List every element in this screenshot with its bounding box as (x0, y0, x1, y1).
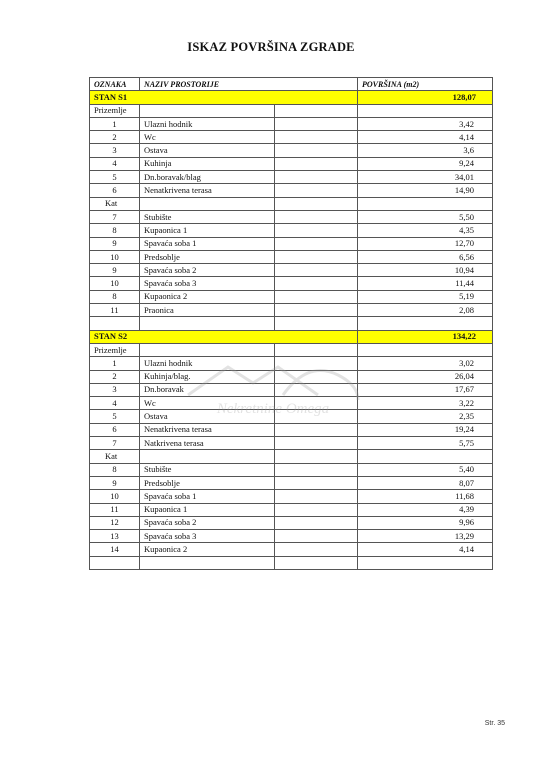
empty-cell (90, 556, 140, 569)
room-name: Praonica (140, 304, 275, 317)
room-number: 1 (90, 117, 140, 130)
room-name: Natkrivena terasa (140, 437, 275, 450)
empty-cell (275, 277, 358, 290)
room-area: 9,24 (358, 157, 493, 170)
room-name: Dn.boravak (140, 383, 275, 396)
room-name: Kuhinja (140, 157, 275, 170)
room-number: 10 (90, 490, 140, 503)
room-number: 14 (90, 543, 140, 556)
area-table-body (90, 78, 493, 570)
room-number: 3 (90, 144, 140, 157)
room-name: Ostava (140, 410, 275, 423)
room-area: 3,42 (358, 117, 493, 130)
room-number: 8 (90, 463, 140, 476)
empty-cell (275, 131, 358, 144)
room-area: 3,22 (358, 397, 493, 410)
table-row (90, 171, 493, 184)
room-area: 4,35 (358, 224, 493, 237)
apartment-row (90, 330, 493, 343)
room-name: Wc (140, 131, 275, 144)
empty-cell (140, 450, 275, 463)
room-name: Spavaća soba 3 (140, 277, 275, 290)
table-row (90, 490, 493, 503)
table-row (90, 131, 493, 144)
empty-cell (275, 197, 358, 210)
apartment-name: STAN S2 (90, 330, 358, 343)
table-row (90, 463, 493, 476)
room-area: 6,56 (358, 250, 493, 263)
room-name: Kupaonica 1 (140, 503, 275, 516)
empty-cell (275, 184, 358, 197)
room-area: 3,6 (358, 144, 493, 157)
empty-cell (275, 104, 358, 117)
room-number: 4 (90, 157, 140, 170)
apartment-total: 134,22 (358, 330, 493, 343)
empty-cell (358, 104, 493, 117)
room-area: 13,29 (358, 530, 493, 543)
room-area: 3,02 (358, 357, 493, 370)
room-number: 11 (90, 304, 140, 317)
empty-cell (140, 556, 275, 569)
floor-row (90, 197, 493, 210)
room-number: 5 (90, 171, 140, 184)
empty-cell (275, 237, 358, 250)
room-number: 5 (90, 410, 140, 423)
table-row (90, 264, 493, 277)
empty-cell (140, 317, 275, 330)
room-number: 4 (90, 397, 140, 410)
room-number: 3 (90, 383, 140, 396)
table-row (90, 437, 493, 450)
room-area: 34,01 (358, 171, 493, 184)
room-name: Ulazni hodnik (140, 117, 275, 130)
room-area: 5,19 (358, 290, 493, 303)
empty-cell (140, 104, 275, 117)
table-row (90, 210, 493, 223)
empty-cell (90, 317, 140, 330)
empty-cell (358, 317, 493, 330)
room-number: 10 (90, 250, 140, 263)
room-name: Nenatkrivena terasa (140, 184, 275, 197)
empty-cell (275, 516, 358, 529)
room-number: 1 (90, 357, 140, 370)
room-number: 6 (90, 184, 140, 197)
room-area: 14,90 (358, 184, 493, 197)
page-number: Str. 35 (484, 720, 505, 727)
empty-cell (358, 197, 493, 210)
room-name: Spavaća soba 1 (140, 490, 275, 503)
room-area: 5,40 (358, 463, 493, 476)
room-number: 11 (90, 503, 140, 516)
empty-cell (275, 290, 358, 303)
header-oznaka: OZNAKA (90, 78, 140, 91)
room-name: Stubište (140, 210, 275, 223)
room-name: Kupaonica 2 (140, 543, 275, 556)
room-area: 5,50 (358, 210, 493, 223)
table-row (90, 277, 493, 290)
room-name: Wc (140, 397, 275, 410)
empty-cell (275, 530, 358, 543)
table-row (90, 250, 493, 263)
table-row (90, 117, 493, 130)
empty-cell (275, 476, 358, 489)
empty-cell (275, 117, 358, 130)
empty-cell (275, 224, 358, 237)
table-row (90, 304, 493, 317)
empty-cell (275, 490, 358, 503)
floor-label: Prizemlje (90, 343, 140, 356)
empty-cell (275, 210, 358, 223)
table-row (90, 237, 493, 250)
empty-cell (275, 144, 358, 157)
empty-row (90, 556, 493, 569)
empty-cell (275, 250, 358, 263)
empty-cell (358, 450, 493, 463)
room-number: 6 (90, 423, 140, 436)
room-name: Spavaća soba 1 (140, 237, 275, 250)
room-name: Stubište (140, 463, 275, 476)
room-name: Predsoblje (140, 250, 275, 263)
header-povrsina: POVRŠINA (m2) (358, 78, 493, 91)
room-area: 11,44 (358, 277, 493, 290)
room-number: 9 (90, 237, 140, 250)
table-row (90, 224, 493, 237)
table-row (90, 530, 493, 543)
room-name: Kuhinja/blag. (140, 370, 275, 383)
table-row (90, 543, 493, 556)
room-number: 8 (90, 290, 140, 303)
room-number: 9 (90, 264, 140, 277)
table-row (90, 290, 493, 303)
room-name: Ulazni hodnik (140, 357, 275, 370)
empty-cell (275, 171, 358, 184)
room-number: 2 (90, 131, 140, 144)
room-number: 2 (90, 370, 140, 383)
room-area: 4,14 (358, 131, 493, 144)
document-title: ISKAZ POVRŠINA ZGRADE (187, 40, 355, 54)
table-row (90, 144, 493, 157)
room-area: 9,96 (358, 516, 493, 529)
room-name: Kupaonica 2 (140, 290, 275, 303)
room-name: Ostava (140, 144, 275, 157)
floor-row (90, 450, 493, 463)
watermark-logo (168, 355, 378, 435)
room-name: Dn.boravak/blag (140, 171, 275, 184)
empty-cell (358, 556, 493, 569)
floor-label: Kat (90, 197, 140, 210)
floor-label: Prizemlje (90, 104, 140, 117)
empty-cell (275, 543, 358, 556)
empty-cell (275, 463, 358, 476)
room-number: 9 (90, 476, 140, 489)
area-table (89, 77, 493, 570)
empty-cell (275, 157, 358, 170)
table-row (90, 184, 493, 197)
room-name: Spavaća soba 2 (140, 516, 275, 529)
room-number: 10 (90, 277, 140, 290)
room-area: 17,67 (358, 383, 493, 396)
empty-cell (275, 503, 358, 516)
room-area: 26,04 (358, 370, 493, 383)
empty-cell (275, 304, 358, 317)
empty-cell (275, 317, 358, 330)
room-number: 13 (90, 530, 140, 543)
room-name: Spavaća soba 3 (140, 530, 275, 543)
room-name: Predsoblje (140, 476, 275, 489)
apartment-total: 128,07 (358, 91, 493, 104)
apartment-name: STAN S1 (90, 91, 358, 104)
room-area: 2,35 (358, 410, 493, 423)
room-name: Kupaonica 1 (140, 224, 275, 237)
watermark-text: Nekretnine Omega (216, 401, 330, 417)
room-area: 12,70 (358, 237, 493, 250)
room-area: 4,39 (358, 503, 493, 516)
room-number: 7 (90, 210, 140, 223)
header-naziv: NAZIV PROSTORIJE (140, 78, 358, 91)
room-name: Spavaća soba 2 (140, 264, 275, 277)
empty-cell (140, 197, 275, 210)
room-number: 7 (90, 437, 140, 450)
room-name: Nenatkrivena terasa (140, 423, 275, 436)
floor-row (90, 104, 493, 117)
table-header-row (90, 78, 493, 91)
room-area: 8,07 (358, 476, 493, 489)
room-area: 5,75 (358, 437, 493, 450)
empty-row (90, 317, 493, 330)
empty-cell (275, 450, 358, 463)
room-number: 12 (90, 516, 140, 529)
floor-label: Kat (90, 450, 140, 463)
room-area: 19,24 (358, 423, 493, 436)
empty-cell (275, 437, 358, 450)
room-area: 4,14 (358, 543, 493, 556)
table-row (90, 476, 493, 489)
room-area: 11,68 (358, 490, 493, 503)
room-area: 2,08 (358, 304, 493, 317)
table-row (90, 516, 493, 529)
apartment-row (90, 91, 493, 104)
empty-cell (275, 264, 358, 277)
room-number: 8 (90, 224, 140, 237)
table-row (90, 503, 493, 516)
table-row (90, 157, 493, 170)
room-area: 10,94 (358, 264, 493, 277)
empty-cell (275, 556, 358, 569)
